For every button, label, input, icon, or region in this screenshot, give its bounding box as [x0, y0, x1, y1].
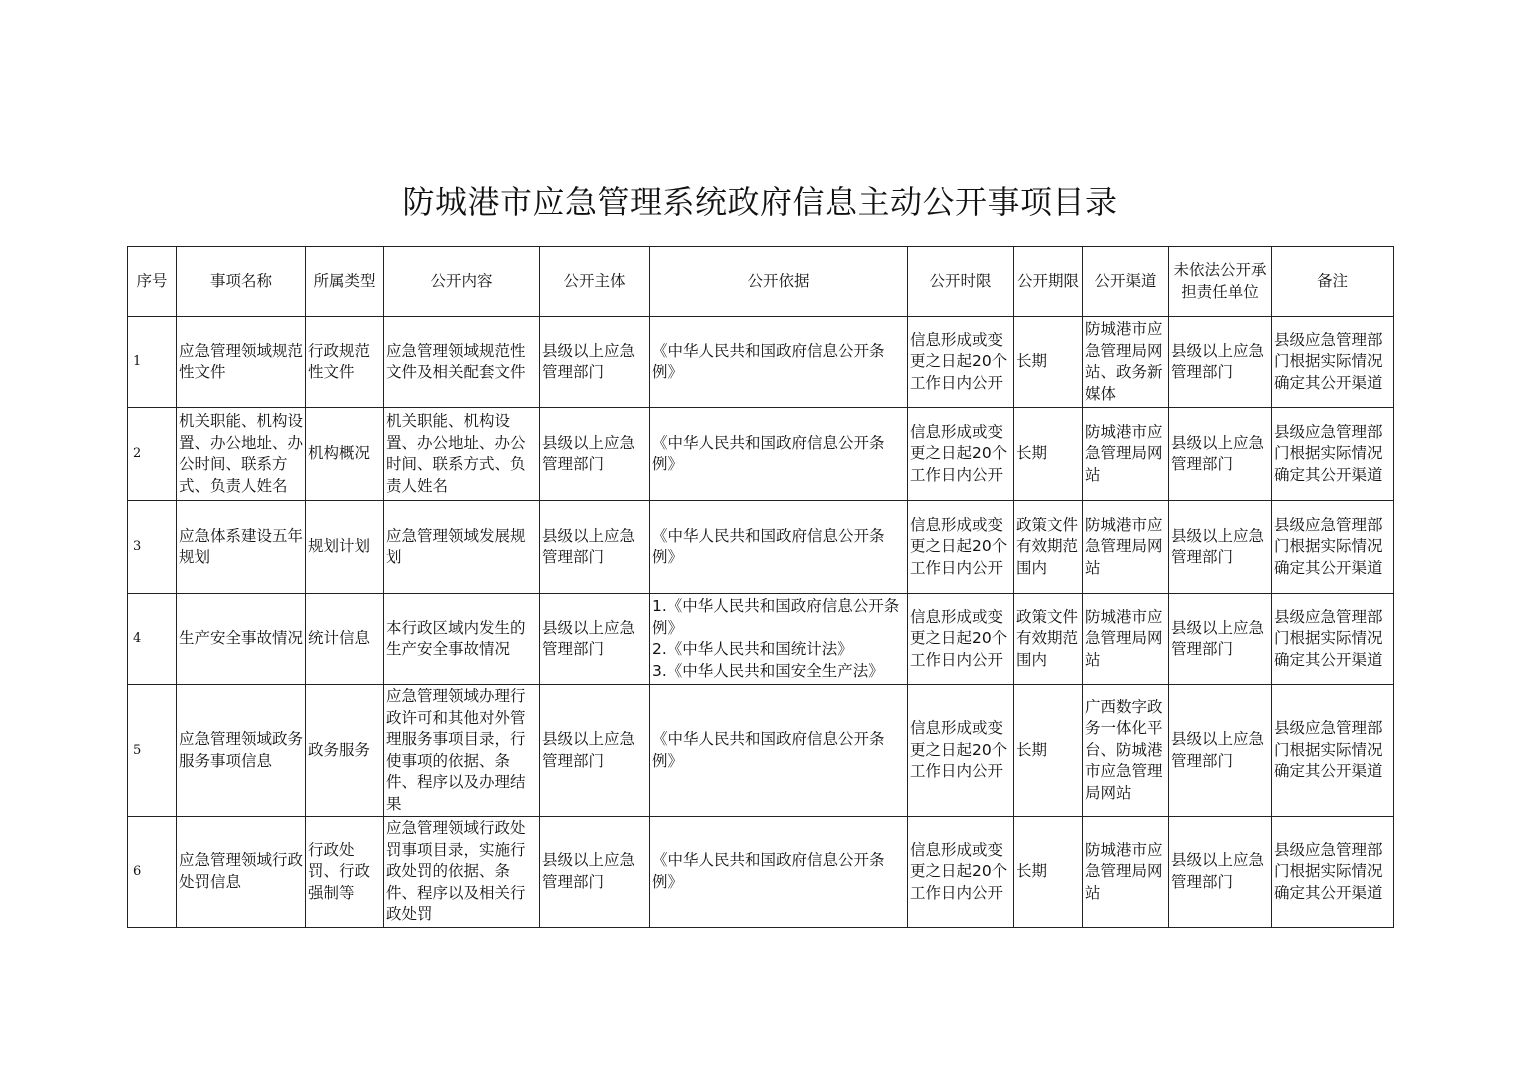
cell-seq: 5	[128, 685, 177, 817]
cell-content: 应急管理领域办理行政许可和其他对外管理服务事项目录，行使事项的依据、条件、程序以及办理结果	[384, 685, 540, 817]
cell-content: 应急管理领域行政处罚事项目录，实施行政处罚的依据、条件、程序以及相关行政处罚	[384, 817, 540, 928]
cell-time-limit: 信息形成或变更之日起20个工作日内公开	[908, 594, 1014, 685]
column-header-basis: 公开依据	[650, 247, 908, 317]
cell-type: 行政处罚、行政强制等	[306, 817, 384, 928]
cell-period: 长期	[1014, 817, 1083, 928]
column-header-remark: 备注	[1272, 247, 1394, 317]
cell-content: 应急管理领域发展规划	[384, 501, 540, 594]
cell-subject: 县级以上应急管理部门	[540, 317, 650, 408]
table-row	[128, 817, 1394, 928]
cell-type: 规划计划	[306, 501, 384, 594]
cell-name: 生产安全事故情况	[177, 594, 306, 685]
cell-type: 机构概况	[306, 408, 384, 501]
cell-time-limit: 信息形成或变更之日起20个工作日内公开	[908, 317, 1014, 408]
cell-name: 应急管理领域行政处罚信息	[177, 817, 306, 928]
cell-type: 行政规范性文件	[306, 317, 384, 408]
cell-responsible: 县级以上应急管理部门	[1169, 817, 1272, 928]
cell-basis	[650, 817, 908, 928]
cell-type: 政务服务	[306, 685, 384, 817]
basis-line: 《中华人民共和国政府信息公开条例》	[652, 433, 885, 473]
disclosure-catalog-table	[127, 246, 1394, 928]
cell-time-limit: 信息形成或变更之日起20个工作日内公开	[908, 501, 1014, 594]
basis-line: 《中华人民共和国政府信息公开条例》	[652, 851, 885, 891]
column-header-type: 所属类型	[306, 247, 384, 317]
cell-responsible: 县级以上应急管理部门	[1169, 501, 1272, 594]
cell-channel: 防城港市应急管理局网站	[1083, 501, 1169, 594]
column-header-channel: 公开渠道	[1083, 247, 1169, 317]
cell-seq: 1	[128, 317, 177, 408]
table-header-row	[128, 247, 1394, 317]
cell-content: 机关职能、机构设置、办公地址、办公时间、联系方式、负责人姓名	[384, 408, 540, 501]
cell-period: 政策文件有效期范围内	[1014, 501, 1083, 594]
cell-content: 本行政区域内发生的生产安全事故情况	[384, 594, 540, 685]
cell-remark: 县级应急管理部门根据实际情况确定其公开渠道	[1272, 408, 1394, 501]
cell-name: 机关职能、机构设置、办公地址、办公时间、联系方式、负责人姓名	[177, 408, 306, 501]
column-header-name: 事项名称	[177, 247, 306, 317]
table-row	[128, 408, 1394, 501]
cell-type: 统计信息	[306, 594, 384, 685]
cell-subject: 县级以上应急管理部门	[540, 685, 650, 817]
basis-line: 1.《中华人民共和国政府信息公开条例》	[652, 597, 900, 637]
cell-subject: 县级以上应急管理部门	[540, 817, 650, 928]
cell-subject: 县级以上应急管理部门	[540, 501, 650, 594]
cell-responsible: 县级以上应急管理部门	[1169, 685, 1272, 817]
cell-period: 长期	[1014, 685, 1083, 817]
cell-seq: 6	[128, 817, 177, 928]
cell-seq: 3	[128, 501, 177, 594]
cell-seq: 4	[128, 594, 177, 685]
cell-time-limit: 信息形成或变更之日起20个工作日内公开	[908, 408, 1014, 501]
cell-remark: 县级应急管理部门根据实际情况确定其公开渠道	[1272, 685, 1394, 817]
cell-basis	[650, 594, 908, 685]
cell-responsible: 县级以上应急管理部门	[1169, 408, 1272, 501]
table-row	[128, 594, 1394, 685]
cell-remark: 县级应急管理部门根据实际情况确定其公开渠道	[1272, 501, 1394, 594]
cell-basis	[650, 685, 908, 817]
basis-line: 《中华人民共和国政府信息公开条例》	[652, 526, 885, 566]
cell-remark: 县级应急管理部门根据实际情况确定其公开渠道	[1272, 317, 1394, 408]
document-title: 防城港市应急管理系统政府信息主动公开事项目录	[402, 183, 1118, 221]
cell-name: 应急管理领域规范性文件	[177, 317, 306, 408]
cell-channel: 防城港市应急管理局网站	[1083, 817, 1169, 928]
basis-line: 3.《中华人民共和国安全生产法》	[652, 661, 884, 680]
cell-name: 应急管理领域政务服务事项信息	[177, 685, 306, 817]
cell-remark: 县级应急管理部门根据实际情况确定其公开渠道	[1272, 594, 1394, 685]
cell-channel: 防城港市应急管理局网站、政务新媒体	[1083, 317, 1169, 408]
cell-content: 应急管理领域规范性文件及相关配套文件	[384, 317, 540, 408]
cell-time-limit: 信息形成或变更之日起20个工作日内公开	[908, 685, 1014, 817]
cell-basis	[650, 501, 908, 594]
cell-period: 长期	[1014, 408, 1083, 501]
cell-subject: 县级以上应急管理部门	[540, 594, 650, 685]
cell-responsible: 县级以上应急管理部门	[1169, 317, 1272, 408]
cell-basis	[650, 317, 908, 408]
column-header-subject: 公开主体	[540, 247, 650, 317]
table-row	[128, 317, 1394, 408]
column-header-time-limit: 公开时限	[908, 247, 1014, 317]
cell-basis	[650, 408, 908, 501]
cell-channel: 防城港市应急管理局网站	[1083, 408, 1169, 501]
basis-line: 《中华人民共和国政府信息公开条例》	[652, 341, 885, 381]
column-header-period: 公开期限	[1014, 247, 1083, 317]
cell-remark: 县级应急管理部门根据实际情况确定其公开渠道	[1272, 817, 1394, 928]
cell-period: 政策文件有效期范围内	[1014, 594, 1083, 685]
cell-channel: 防城港市应急管理局网站	[1083, 594, 1169, 685]
basis-line: 《中华人民共和国政府信息公开条例》	[652, 730, 885, 770]
table-row	[128, 501, 1394, 594]
cell-period: 长期	[1014, 317, 1083, 408]
basis-line: 2.《中华人民共和国统计法》	[652, 640, 853, 658]
table-row	[128, 685, 1394, 817]
cell-seq: 2	[128, 408, 177, 501]
cell-channel: 广西数字政务一体化平台、防城港市应急管理局网站	[1083, 685, 1169, 817]
column-header-seq: 序号	[128, 247, 177, 317]
cell-responsible: 县级以上应急管理部门	[1169, 594, 1272, 685]
column-header-content: 公开内容	[384, 247, 540, 317]
cell-subject: 县级以上应急管理部门	[540, 408, 650, 501]
cell-name: 应急体系建设五年规划	[177, 501, 306, 594]
cell-time-limit: 信息形成或变更之日起20个工作日内公开	[908, 817, 1014, 928]
column-header-responsible: 未依法公开承担责任单位	[1169, 247, 1272, 317]
